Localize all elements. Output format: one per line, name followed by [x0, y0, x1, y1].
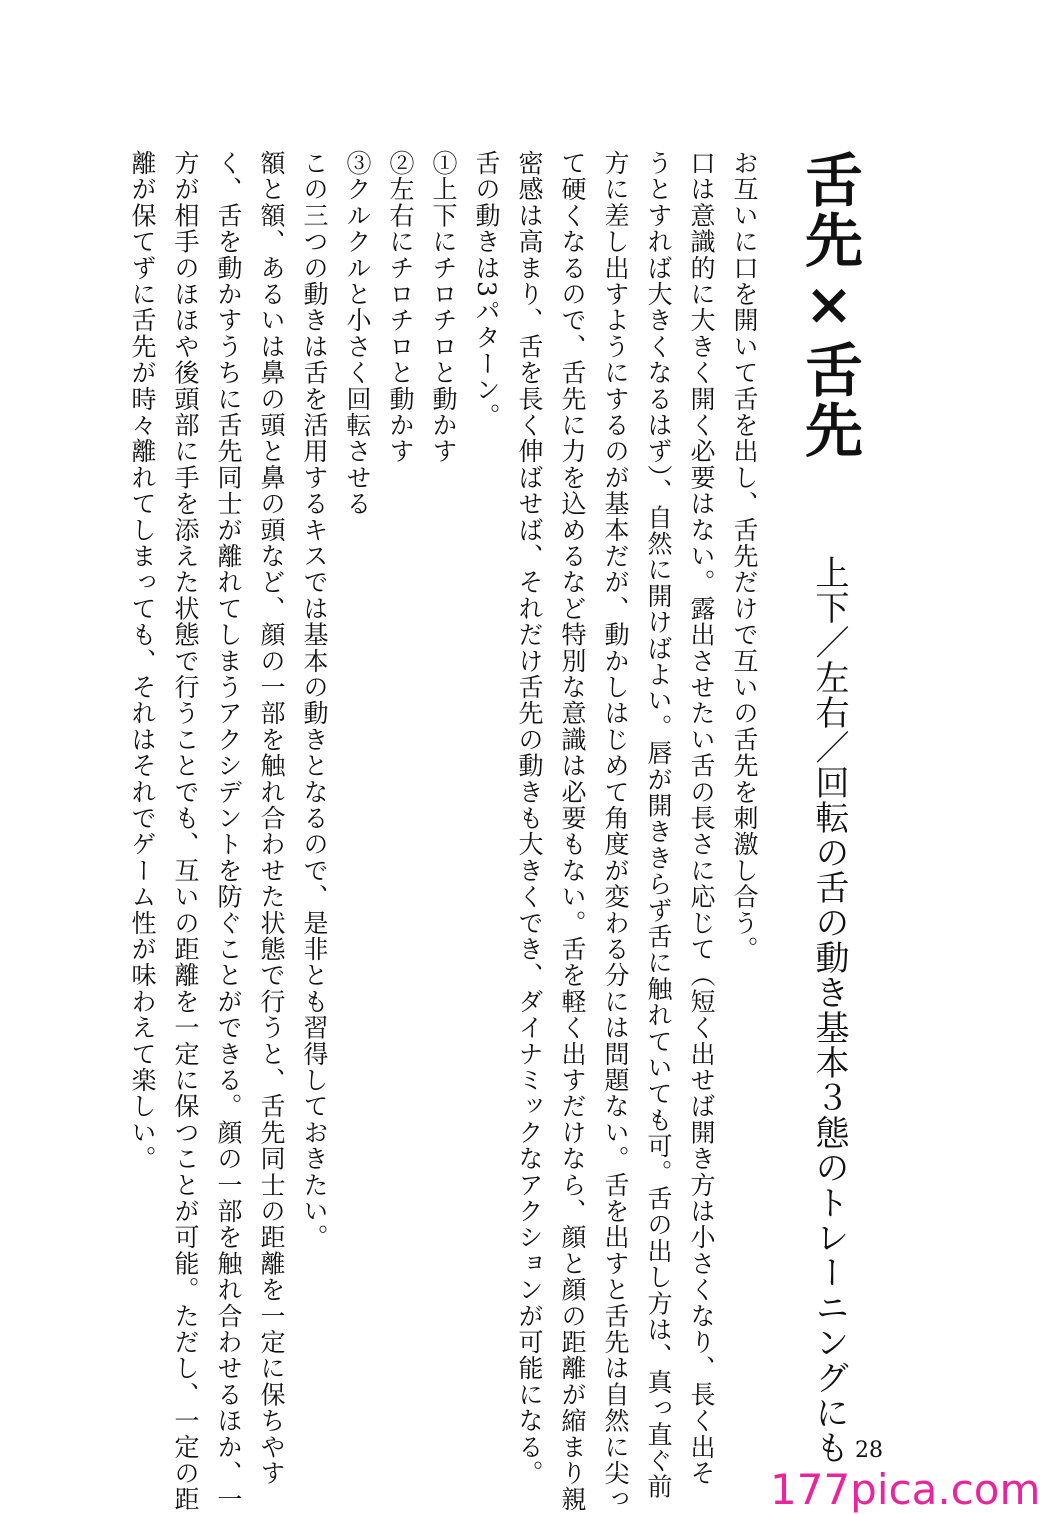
section-subtitle: 上下／左右／回転の舌の動き基本３態のトレーニングにも — [809, 555, 849, 1465]
section-title: 舌先×舌先 — [795, 150, 863, 460]
body-line-8: ①上下にチロチロと動かす — [429, 150, 458, 465]
watermark: 177pica.com — [770, 1465, 1040, 1514]
body-line-14: 方が相手のほほや後頭部に手を添えた状態で行うことでも、互いの距離を一定に保つことが可能。ただし、一定の距 — [171, 150, 200, 1513]
body-line-5: て硬くなるので、舌先に力を込めるなど特別な意識は必要もない。舌を軽く出すだけなら、顔と顔の距離が縮まり親 — [558, 150, 587, 1513]
body-line-4: 方に差し出すようにするのが基本だが、動かしはじめて角度が変わる分には問題ない。舌を出すと舌先は自然に尖っ — [601, 150, 630, 1513]
body-line-12: 額と額、あるいは鼻の頭と鼻の頭など、顔の一部を触れ合わせた状態で行うと、舌先同士の距離を一定に保ちやす — [257, 150, 286, 1487]
body-line-7: 舌の動きは3パターン。 — [472, 150, 501, 430]
body-line-15: 離が保てずに舌先が時々離れてしまっても、それはそれでゲーム性が味わえて楽しい。 — [128, 150, 157, 1172]
body-line-10: ③クルクルと小さく回転させる — [343, 150, 372, 517]
body-line-9: ②左右にチロチロと動かす — [386, 150, 415, 465]
body-line-1: お互いに口を開いて舌を出し、舌先だけで互いの舌先を刺激し合う。 — [730, 150, 759, 963]
body-line-13: く、舌を動かすうちに舌先同士が離れてしまうアクシデントを防ぐことができる。顔の一部を触れ合わせるほか、一 — [214, 150, 243, 1513]
body-line-3: うとすれば大きくなるはず）、自然に開けばよい。唇が開ききらず舌に触れていても可。舌の出し方は、真っ直ぐ前 — [644, 150, 673, 1500]
page-number: 28 — [855, 1438, 883, 1463]
body-line-11: この三つの動きは舌を活用するキスでは基本の動きとなるので、是非とも習得しておきたい。 — [300, 150, 329, 1251]
body-line-6: 密感は高まり、舌を長く伸ばせば、それだけ舌先の動きも大きくでき、ダイナミックなアクションが可能になる。 — [515, 150, 544, 1487]
body-line-2: 口は意識的に大きく開く必要はない。露出させたい舌の長さに応じて（短く出せば開き方は小さくなり、長く出そ — [687, 150, 716, 1487]
